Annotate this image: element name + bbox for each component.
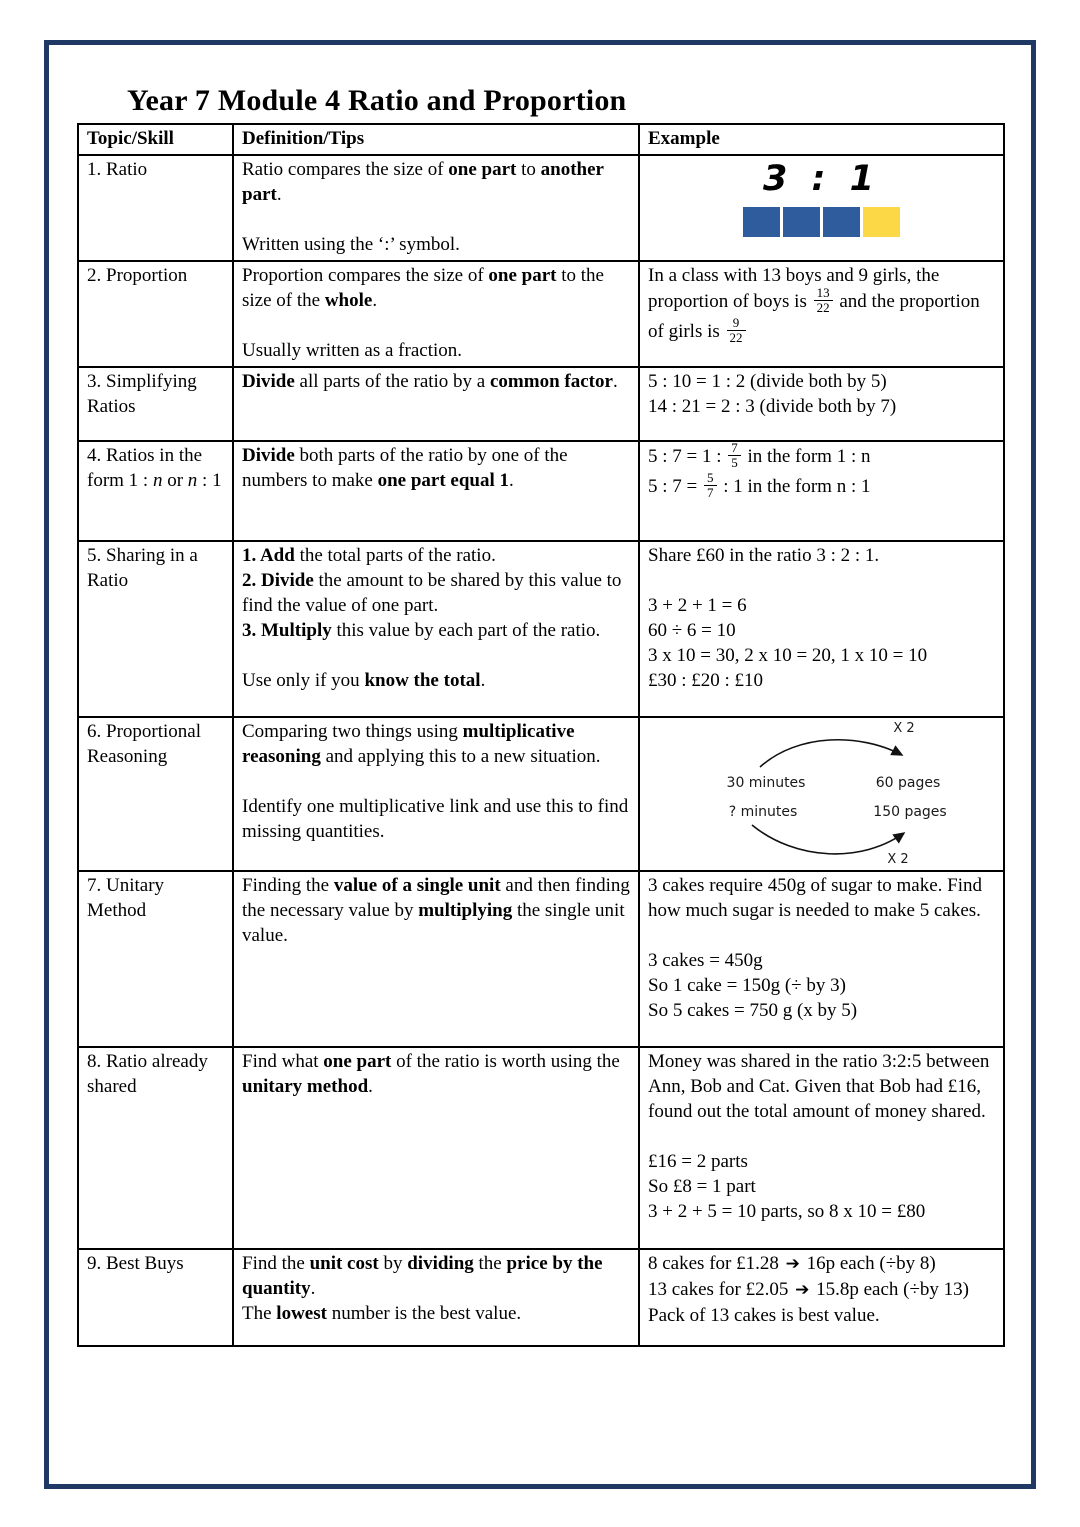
paragraph	[648, 1049, 995, 1124]
text-run: this value by each part of the ratio.	[331, 620, 601, 641]
fraction	[702, 471, 719, 501]
paragraph	[242, 873, 630, 948]
paragraph	[242, 643, 630, 668]
text-run: common factor	[490, 371, 613, 392]
text-run: whole	[324, 290, 373, 311]
table-row	[78, 441, 1004, 541]
paragraph	[648, 1199, 995, 1224]
paragraph	[242, 568, 630, 618]
text-run: and then finding the necessary value by	[242, 875, 630, 921]
right-arrow-icon: ➔	[795, 1280, 810, 1300]
text-run: multiplicative reasoning	[242, 721, 575, 767]
example-cell	[639, 441, 1004, 541]
text-run: unitary method	[242, 1076, 369, 1097]
top-curved-arrow-icon	[760, 740, 902, 767]
paragraph	[242, 232, 630, 257]
topic-cell	[78, 367, 233, 441]
table-row	[78, 1249, 1004, 1346]
definition-cell	[233, 717, 639, 871]
text-run: Divide	[242, 445, 295, 466]
topic-cell	[78, 871, 233, 1047]
example-cell	[639, 261, 1004, 367]
fraction-denominator: 22	[816, 300, 830, 316]
definition-cell	[233, 871, 639, 1047]
topic-cell	[78, 1249, 233, 1346]
text-run: 4. Ratios in the form 1 :	[87, 445, 203, 491]
text-run: 5. Sharing in a Ratio	[87, 545, 198, 591]
definition-cell	[233, 261, 639, 367]
table-row	[78, 717, 1004, 871]
fraction-numerator: 5	[704, 471, 717, 486]
proportional-reasoning-diagram	[648, 719, 996, 867]
fraction-numerator: 9	[727, 316, 746, 331]
paragraph	[648, 568, 995, 593]
text-run: Proportion compares the size of	[242, 265, 489, 286]
fraction-denominator: 5	[731, 455, 738, 471]
paragraph	[648, 668, 995, 693]
table-header-row	[78, 124, 1004, 155]
text-run: 3. Simplifying Ratios	[87, 371, 197, 417]
text-run: .	[310, 1278, 316, 1299]
topic-cell	[78, 717, 233, 871]
paragraph	[87, 443, 224, 493]
text-run: one part	[488, 265, 557, 286]
text-run: Pack of 13 cakes is best value.	[648, 1305, 880, 1326]
text-run: : 1	[197, 470, 222, 491]
paragraph	[648, 543, 995, 568]
diagram-label-minutes-known: 30 minutes	[726, 775, 806, 791]
paragraph	[648, 998, 995, 1023]
diagram-label-pages-known: 60 pages	[875, 775, 941, 791]
text-run: another part	[242, 159, 604, 205]
text-run: the amount to be shared by this value to find the value of one part.	[242, 570, 622, 616]
text-run: .	[480, 670, 486, 691]
text-run: 15.8p each (÷by 13)	[811, 1279, 969, 1300]
text-run: 3 + 2 + 1 = 6	[648, 595, 747, 616]
knowledge-organizer-table	[77, 123, 1005, 1347]
example-cell	[639, 367, 1004, 441]
text-run: Find the	[242, 1253, 310, 1274]
text-run: 1. Ratio	[87, 159, 148, 180]
text-run: So 5 cakes = 750 g (x by 5)	[648, 1000, 858, 1021]
ratio-bar-diagram	[648, 207, 995, 237]
table-row	[78, 871, 1004, 1047]
paragraph	[648, 923, 995, 948]
table-row	[78, 1047, 1004, 1249]
paragraph	[242, 719, 630, 769]
text-run: : 1 in the form n : 1	[718, 475, 871, 497]
multiplier-bottom-label: X 2	[887, 852, 909, 867]
text-run: Share £60 in the ratio 3 : 2 : 1.	[648, 545, 880, 566]
paragraph	[648, 643, 995, 668]
text-run: Usually written as a fraction.	[242, 340, 463, 361]
text-run: one part equal 1	[377, 470, 510, 491]
diagram-label-pages-target: 150 pages	[873, 804, 947, 820]
text-run: Written using the ‘:’ symbol.	[242, 234, 460, 255]
text-run: 5 : 7 =	[648, 475, 702, 497]
fraction	[725, 316, 748, 346]
text-run: 2. Proportion	[87, 265, 188, 286]
definition-cell	[233, 367, 639, 441]
paragraph	[242, 443, 630, 493]
text-run: 1. Add	[242, 545, 295, 566]
text-run: .	[276, 184, 282, 205]
paragraph	[242, 338, 630, 363]
paragraph	[242, 543, 630, 568]
definition-cell	[233, 155, 639, 261]
right-arrow-icon: ➔	[785, 1254, 800, 1274]
bottom-curved-arrow-icon	[752, 825, 904, 854]
paragraph	[87, 157, 224, 182]
text-run: In a class with 13 boys and 9 girls, the proportion of boys is	[648, 265, 940, 313]
text-run: 2. Divide	[242, 570, 314, 591]
paragraph	[648, 394, 995, 419]
paragraph	[242, 263, 630, 313]
yellow-square	[863, 207, 900, 237]
text-run: 60 ÷ 6 = 10	[648, 620, 736, 641]
topic-cell	[78, 155, 233, 261]
table-row	[78, 367, 1004, 441]
paragraph	[648, 593, 995, 618]
paragraph	[242, 668, 630, 693]
text-run: Identify one multiplicative link and use this to find missing quantities.	[242, 796, 629, 842]
text-run: to the size of the	[242, 265, 604, 311]
paragraph	[648, 1124, 995, 1149]
text-run: and the proportion of girls is	[648, 291, 980, 342]
text-run: 3 cakes require 450g of sugar to make. Find how much sugar is needed to make 5 cakes.	[648, 875, 982, 921]
text-run: Divide	[242, 371, 295, 392]
text-run: know the total	[364, 670, 481, 691]
text-run: one part	[323, 1051, 392, 1072]
paragraph	[242, 313, 630, 338]
paragraph	[648, 1303, 995, 1328]
diagram-label-minutes-unknown: ? minutes	[728, 804, 798, 820]
paragraph	[242, 157, 630, 207]
definition-cell	[233, 441, 639, 541]
paragraph	[242, 769, 630, 794]
text-run: 16p each (÷by 8)	[801, 1253, 936, 1274]
text-run: and applying this to a new situation.	[320, 746, 601, 767]
page-title: Year 7 Module 4 Ratio and Proportion	[127, 84, 627, 117]
paragraph	[87, 1251, 224, 1276]
document-content	[77, 84, 1005, 1347]
topic-cell	[78, 1047, 233, 1249]
paragraph	[648, 263, 995, 347]
text-run: 14 : 21 = 2 : 3 (divide both by 7)	[648, 396, 897, 417]
text-run: number is the best value.	[326, 1303, 522, 1324]
text-run: Comparing two things using	[242, 721, 463, 742]
definition-cell	[233, 541, 639, 717]
text-run: 13 cakes for £2.05	[648, 1279, 794, 1300]
text-run: 6. Proportional Reasoning	[87, 721, 201, 767]
text-run: .	[509, 470, 514, 491]
text-run: the total parts of the ratio.	[294, 545, 496, 566]
fraction-denominator: 7	[707, 484, 714, 500]
paragraph	[648, 440, 995, 473]
text-run: 8 cakes for £1.28	[648, 1253, 784, 1274]
text-run: of the ratio is worth using the	[391, 1051, 620, 1072]
text-run: So £8 = 1 part	[648, 1176, 756, 1197]
example-cell	[639, 1249, 1004, 1346]
paragraph	[87, 719, 224, 769]
paragraph	[87, 369, 224, 419]
text-run: The	[242, 1303, 277, 1324]
blue-square	[823, 207, 860, 237]
fraction-numerator: 13	[814, 286, 833, 301]
text-run: £16 = 2 parts	[648, 1151, 748, 1172]
text-run: 7. Unitary Method	[87, 875, 165, 921]
example-cell	[639, 871, 1004, 1047]
paragraph	[242, 794, 630, 844]
paragraph	[648, 948, 995, 973]
table-row	[78, 541, 1004, 717]
text-run: all parts of the ratio by a	[294, 371, 490, 392]
paragraph	[648, 618, 995, 643]
paragraph	[242, 618, 630, 643]
text-run: value of a single unit	[333, 875, 501, 896]
text-run: by	[378, 1253, 408, 1274]
text-run: the	[473, 1253, 507, 1274]
text-run: one part	[448, 159, 517, 180]
definition-cell	[233, 1047, 639, 1249]
text-run: n	[152, 470, 163, 491]
text-run: 3 cakes = 450g	[648, 950, 763, 971]
ratio-example	[648, 157, 995, 237]
paragraph	[242, 1301, 630, 1326]
text-run: Use only if you	[242, 670, 365, 691]
paragraph	[648, 369, 995, 394]
fraction-numerator: 7	[728, 441, 741, 456]
blue-square	[783, 207, 820, 237]
text-run: both parts of the ratio by one of the numbers to make	[242, 445, 568, 491]
text-run: Find what	[242, 1051, 324, 1072]
blue-square	[743, 207, 780, 237]
paragraph	[648, 973, 995, 998]
paragraph	[242, 1049, 630, 1099]
text-run: unit cost	[309, 1253, 379, 1274]
text-run: the single unit value.	[242, 900, 625, 946]
paragraph	[648, 469, 995, 503]
text-run: n	[187, 470, 198, 491]
example-cell	[639, 155, 1004, 261]
example-cell	[639, 717, 1004, 871]
text-run: 5 : 7 = 1 :	[648, 446, 727, 468]
multiplier-top-label: X 2	[893, 721, 915, 736]
text-run: 9. Best Buys	[87, 1253, 184, 1274]
text-run: 5 : 10 = 1 : 2 (divide both by 5)	[648, 371, 887, 392]
text-run: Ratio compares the size of	[242, 159, 449, 180]
paragraph	[648, 1174, 995, 1199]
text-run: 3. Multiply	[242, 620, 332, 641]
paragraph	[242, 1251, 630, 1301]
paragraph	[87, 263, 224, 288]
text-run: price by the quantity	[242, 1253, 603, 1299]
example-cell	[639, 1047, 1004, 1249]
column-header: Definition/Tips	[233, 124, 639, 155]
paragraph	[242, 207, 630, 232]
fraction	[726, 441, 743, 471]
text-run: Money was shared in the ratio 3:2:5 between Ann, Bob and Cat. Given that Bob had £16, found out the total amount of money shared.	[648, 1051, 990, 1122]
paragraph	[87, 873, 224, 923]
column-header: Topic/Skill	[78, 124, 233, 155]
ratio-value: 3 : 1	[762, 159, 881, 199]
example-cell	[639, 541, 1004, 717]
paragraph	[87, 543, 224, 593]
paragraph	[648, 1251, 995, 1277]
paragraph	[648, 1277, 995, 1303]
text-run: .	[368, 1076, 373, 1097]
paragraph	[87, 1049, 224, 1099]
text-run: multiplying	[418, 900, 513, 921]
text-run: or	[162, 470, 188, 491]
text-run: 3 + 2 + 5 = 10 parts, so 8 x 10 = £80	[648, 1201, 926, 1222]
table-row	[78, 155, 1004, 261]
topic-cell	[78, 441, 233, 541]
text-run: .	[612, 371, 618, 392]
text-run: 3 x 10 = 30, 2 x 10 = 20, 1 x 10 = 10	[648, 645, 928, 666]
text-run: dividing	[407, 1253, 474, 1274]
text-run: 8. Ratio already shared	[87, 1051, 208, 1097]
fraction	[812, 286, 835, 316]
text-run: lowest	[276, 1303, 327, 1324]
text-run: to	[516, 159, 541, 180]
paragraph	[648, 1149, 995, 1174]
fraction-denominator: 22	[729, 329, 743, 345]
text-run: .	[372, 290, 378, 311]
table-row	[78, 261, 1004, 367]
column-header: Example	[639, 124, 1004, 155]
paragraph	[242, 369, 630, 394]
text-run: So 1 cake = 150g (÷ by 3)	[648, 975, 846, 996]
text-run: Finding the	[242, 875, 334, 896]
text-run: in the form 1 : n	[742, 446, 871, 468]
topic-cell	[78, 541, 233, 717]
definition-cell	[233, 1249, 639, 1346]
paragraph	[648, 873, 995, 923]
text-run: £30 : £20 : £10	[648, 670, 764, 691]
topic-cell	[78, 261, 233, 367]
